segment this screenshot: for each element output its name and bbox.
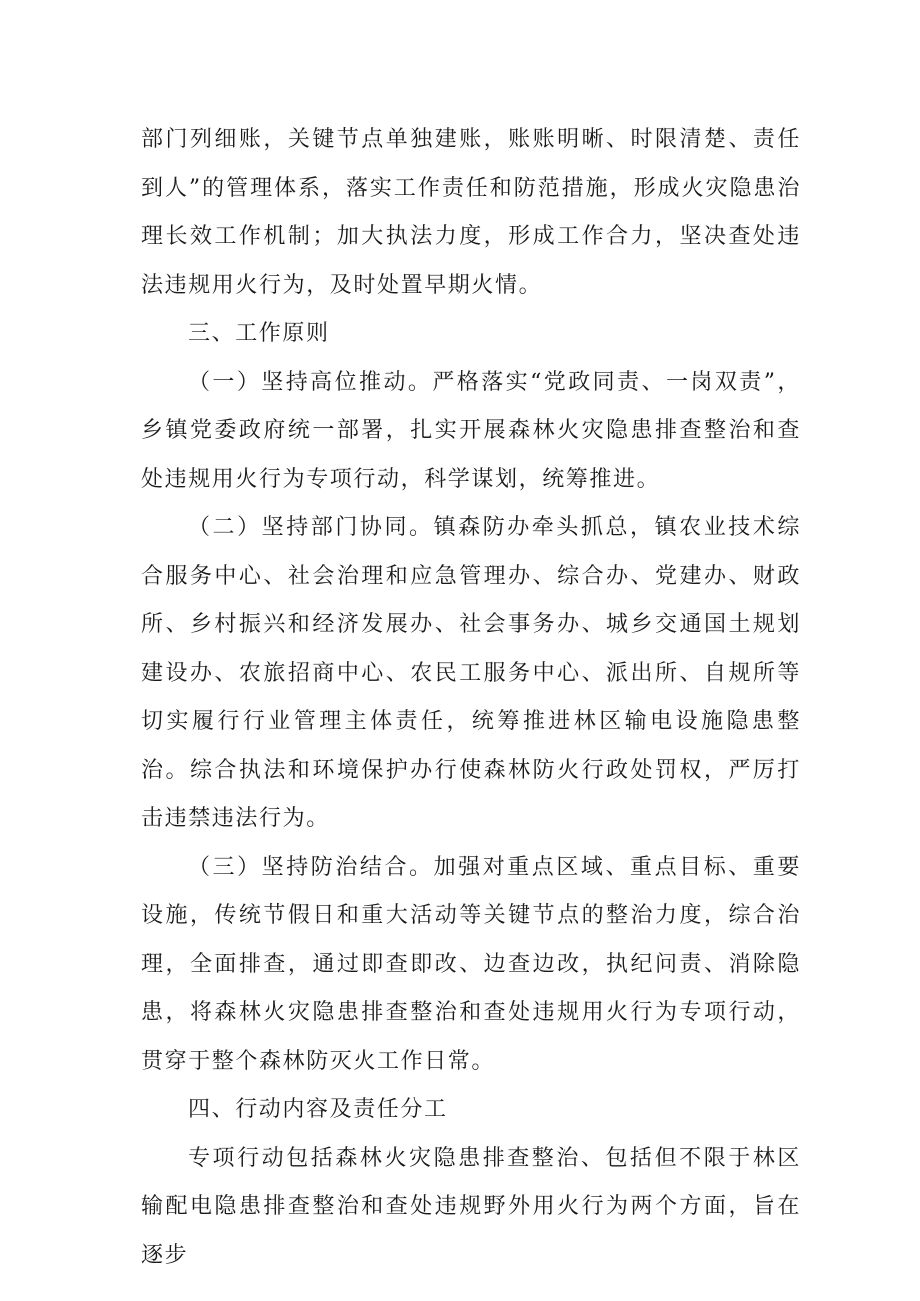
document-body bbox=[141, 116, 801, 1280]
paragraph-continuation: 部门列细账，关键节点单独建账，账账明晰、时限清楚、责任到人”的管理体系，落实工作责任和防范措施，形成火灾隐患治理长效工作机制；加大执法力度，形成工作合力，坚决查处违法违规用火行为，及时处置早期火情。 bbox=[141, 127, 801, 298]
paragraph-principle-1: （一）坚持高位推动。严格落实“党政同责、一岗双责”，乡镇党委政府统一部署，扎实开展森林火灾隐患排查整治和查处违规用火行为专项行动，科学谋划，统筹推进。 bbox=[141, 369, 801, 492]
section-heading-principles: 三、工作原则 bbox=[188, 321, 330, 346]
paragraph-principle-2: （二）坚持部门协同。镇森防办牵头抓总，镇农业技术综合服务中心、社会治理和应急管理办、综合办、党建办、财政所、乡村振兴和经济发展办、社会事务办、城乡交通国土规划建设办、农旅招商中心、农民工服务中心、派出所、自规所等切实履行行业管理主体责任，统筹推进林区输电设施隐患整治。综合执法和环境保护办行使森林防火行政处罚权，严厉打击违禁违法行为。 bbox=[141, 515, 801, 831]
section-heading-actions: 四、行动内容及责任分工 bbox=[188, 1097, 448, 1122]
paragraph-actions-intro: 专项行动包括森林火灾隐患排查整治、包括但不限于林区输配电隐患排查整治和查处违规野外用火行为两个方面，旨在逐步 bbox=[141, 1145, 801, 1268]
paragraph-principle-3: （三）坚持防治结合。加强对重点区域、重点目标、重要设施，传统节假日和重大活动等关键节点的整治力度，综合治理，全面排查，通过即查即改、边查边改，执纪问责、消除隐患，将森林火灾隐患排查整治和查处违规用火行为专项行动，贯穿于整个森林防灭火工作日常。 bbox=[141, 854, 801, 1074]
